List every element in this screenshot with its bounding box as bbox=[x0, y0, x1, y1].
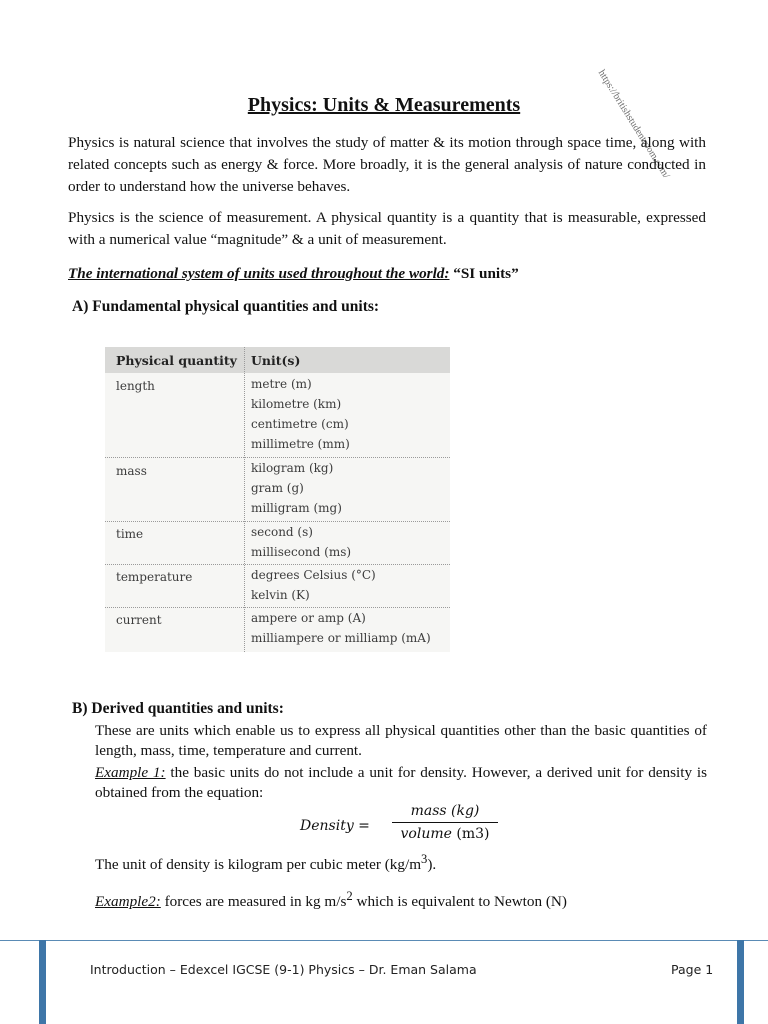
table-row-divider bbox=[105, 607, 450, 608]
table-row-unit: milligram (mg) bbox=[251, 501, 342, 515]
table-row-unit: millimetre (mm) bbox=[251, 437, 350, 451]
table-row-divider bbox=[105, 564, 450, 565]
example-2-text-end: which is equivalent to Newton (N) bbox=[352, 893, 567, 911]
table-row-divider bbox=[105, 521, 450, 522]
intro-paragraph-2: Physics is the science of measurement. A physical quantity is a quantity that is measurable, expressed with a numerical value “magnitude” & a unit of measurement. bbox=[68, 209, 706, 248]
table-row-quantity: length bbox=[116, 379, 155, 393]
example-1-text: the basic units do not include a unit for density. However, a derived unit for density is obtained from the equation: bbox=[95, 764, 707, 801]
si-units-label: The international system of units used throughout the world: bbox=[68, 265, 450, 282]
formula-numerator bbox=[392, 800, 498, 822]
table-header-quantity: Physical quantity bbox=[116, 353, 237, 368]
table-row-quantity: mass bbox=[116, 464, 147, 478]
formula-numerator-term: mass bbox=[410, 803, 447, 819]
formula-fraction bbox=[392, 800, 498, 845]
example-1-label: Example 1: bbox=[95, 764, 166, 781]
formula-equals: = bbox=[353, 818, 370, 834]
table-row-unit: second (s) bbox=[251, 525, 313, 539]
density-unit-line bbox=[95, 849, 707, 875]
units-table bbox=[105, 347, 450, 652]
table-row-quantity: current bbox=[116, 613, 162, 627]
density-unit-end: ). bbox=[427, 856, 437, 874]
table-row-quantity: time bbox=[116, 527, 144, 541]
si-units-value: “SI units” bbox=[453, 265, 519, 282]
footer-divider bbox=[0, 940, 768, 941]
footer-course-text: Introduction – Edexcel IGCSE (9-1) Physics – Dr. Eman Salama bbox=[90, 962, 477, 977]
si-units-line bbox=[68, 265, 519, 283]
footer-page-number: Page 1 bbox=[671, 962, 714, 977]
derived-intro: These are units which enable us to express all physical quantities other than the basic quantities of length, mass, time, temperature and current. bbox=[95, 722, 707, 759]
section-b-heading: B) Derived quantities and units: bbox=[72, 700, 284, 717]
table-row-unit: degrees Celsius (°C) bbox=[251, 568, 376, 582]
example-2-label: Example2: bbox=[95, 893, 161, 911]
section-a-heading: A) Fundamental physical quantities and units: bbox=[72, 298, 380, 315]
table-row-unit: centimetre (cm) bbox=[251, 417, 349, 431]
example-2-text: forces are measured in kg m/s bbox=[160, 893, 347, 911]
formula-denominator bbox=[392, 823, 498, 845]
example-2-exponent: 2 bbox=[346, 889, 353, 903]
table-row-unit: milliampere or milliamp (mA) bbox=[251, 631, 431, 645]
table-row-unit: ampere or amp (A) bbox=[251, 611, 366, 625]
formula-denominator-unit: (m3) bbox=[451, 826, 490, 842]
example-1 bbox=[95, 763, 707, 803]
formula-numerator-unit: (kg) bbox=[446, 803, 480, 819]
formula-lhs bbox=[300, 818, 370, 834]
footer-left-bar bbox=[39, 940, 46, 1024]
table-row-unit: kilometre (km) bbox=[251, 397, 342, 411]
table-header-units: Unit(s) bbox=[251, 353, 301, 368]
watermark-url: https://britishstudentroom.com/ bbox=[595, 68, 672, 181]
formula-denominator-term: volume bbox=[400, 826, 452, 842]
table-header-row bbox=[105, 347, 450, 373]
density-unit-exponent: 3 bbox=[421, 852, 428, 866]
table-row-unit: millisecond (ms) bbox=[251, 545, 352, 559]
page-title: Physics: Units & Measurements bbox=[247, 94, 521, 116]
footer-right-bar bbox=[737, 940, 744, 1024]
table-row-quantity: temperature bbox=[116, 570, 193, 584]
formula-lhs-term: Density bbox=[300, 818, 354, 834]
intro-paragraph-1: Physics is natural science that involves the study of matter & its motion through space time, along with related concepts such as energy & force. More broadly, it is the general analysis of nature conducted in order to understand how the universe behaves. bbox=[68, 134, 706, 195]
table-row-unit: metre (m) bbox=[251, 377, 312, 391]
example-2 bbox=[95, 886, 707, 912]
table-row-unit: kilogram (kg) bbox=[251, 461, 334, 475]
table-row-unit: gram (g) bbox=[251, 481, 304, 495]
table-row-unit: kelvin (K) bbox=[251, 588, 310, 602]
table-row-divider bbox=[105, 457, 450, 458]
density-unit-text: The unit of density is kilogram per cubic meter (kg/m bbox=[95, 856, 422, 874]
